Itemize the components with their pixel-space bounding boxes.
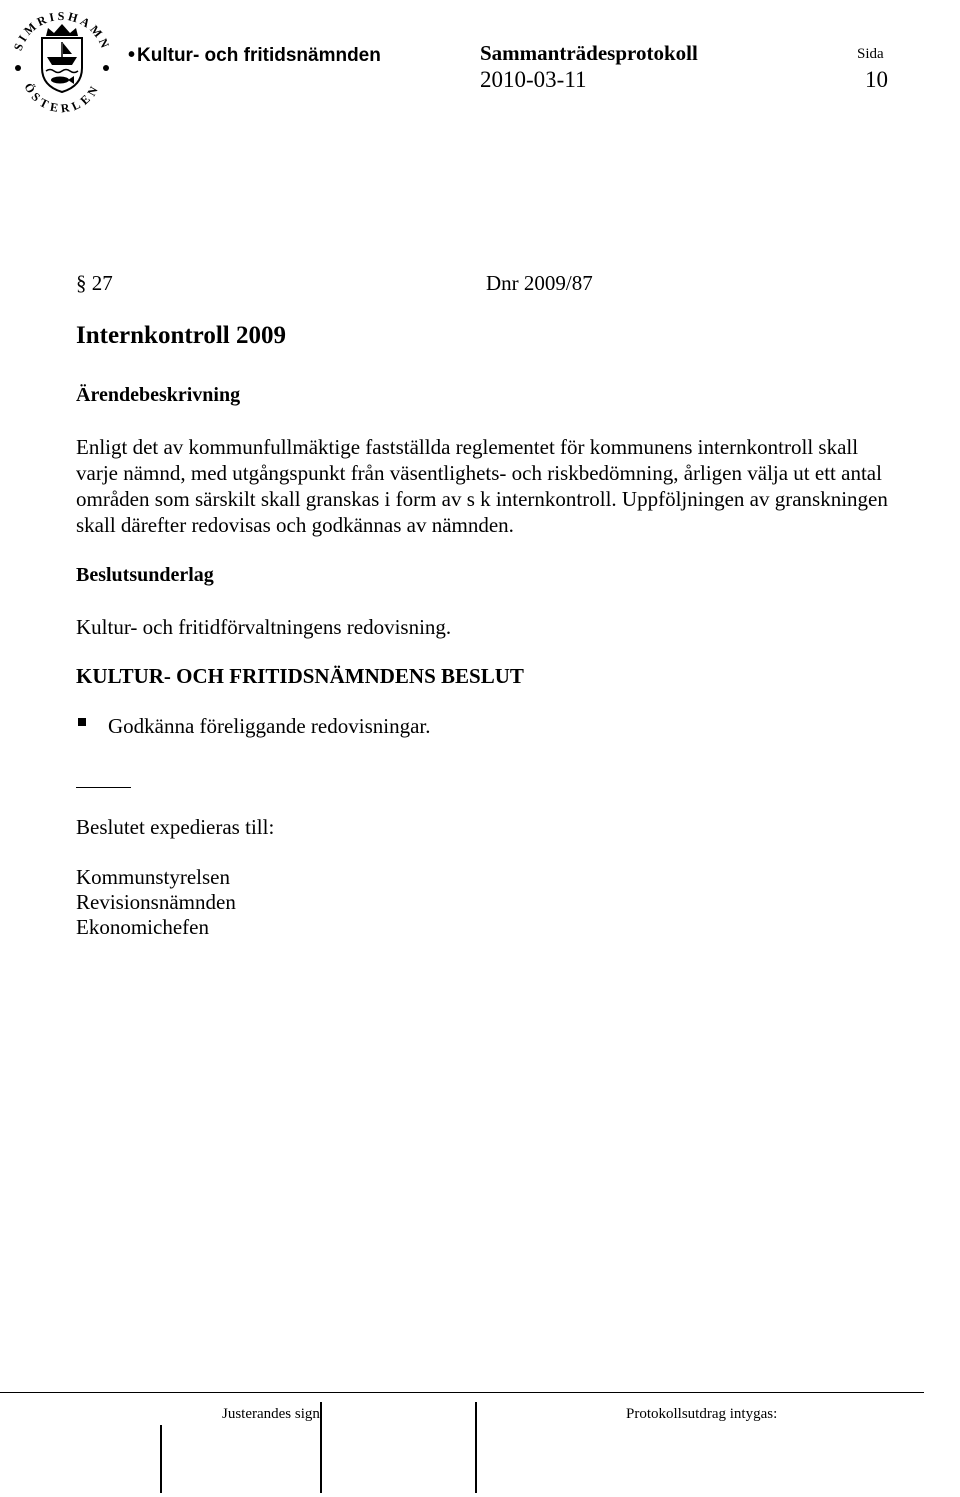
recipient-item: Revisionsnämnden bbox=[76, 890, 236, 914]
coat-of-arms-icon bbox=[6, 2, 118, 114]
recipient-item: Ekonomichefen bbox=[76, 915, 209, 939]
organization-name-text: Kultur- och fritidsnämnden bbox=[137, 45, 381, 66]
page-number: 10 bbox=[865, 67, 888, 92]
diary-number: Dnr 2009/87 bbox=[486, 271, 593, 295]
bullet-dot-icon: • bbox=[128, 44, 136, 66]
basis-text: Kultur- och fritidförvaltningens redovisning. bbox=[76, 615, 452, 639]
footer-extract-label: Protokollsutdrag intygas: bbox=[626, 1406, 778, 1422]
description-text bbox=[76, 434, 960, 538]
section-symbol: § bbox=[76, 271, 87, 295]
document-type: Sammanträdesprotokoll bbox=[480, 41, 698, 65]
footer-divider bbox=[0, 1392, 924, 1393]
divider bbox=[76, 787, 131, 788]
basis-heading: Beslutsunderlag bbox=[76, 564, 214, 586]
decision-heading: KULTUR- OCH FRITIDSNÄMNDENS BESLUT bbox=[76, 664, 524, 688]
logo-text-top: SIMRISHAMN bbox=[10, 8, 114, 53]
page-label: Sida bbox=[857, 46, 884, 62]
description-line: varje nämnd, med utgångspunkt från väsentlighets- och riskbedömning, årligen välja ut ett antal bbox=[76, 461, 882, 485]
recipient-item: Kommunstyrelsen bbox=[76, 865, 230, 889]
case-title: Internkontroll 2009 bbox=[76, 322, 286, 349]
logo-text-bottom: ÖSTERLEN bbox=[21, 80, 103, 114]
signature-box-border bbox=[475, 1402, 477, 1493]
dispatch-label: Beslutet expedieras till: bbox=[76, 815, 275, 839]
description-line: skall därefter redovisas och godkännas av nämnden. bbox=[76, 513, 514, 537]
section-number-value: 27 bbox=[91, 271, 113, 295]
decision-item: Godkänna föreliggande redovisningar. bbox=[108, 714, 431, 738]
meeting-date: 2010-03-11 bbox=[480, 67, 587, 92]
organization-name bbox=[128, 44, 381, 67]
signature-box-border bbox=[320, 1402, 322, 1493]
square-bullet-icon bbox=[78, 718, 86, 726]
signature-box-border bbox=[160, 1425, 162, 1493]
description-heading: Ärendebeskrivning bbox=[76, 384, 241, 406]
section-number bbox=[76, 271, 113, 296]
description-line: Enligt det av kommunfullmäktige fastställda reglementet för kommunens internkontroll skall bbox=[76, 435, 859, 459]
municipal-logo bbox=[6, 2, 118, 114]
description-line: områden som särskilt skall granskas i form av s k internkontroll. Uppföljningen av granskningen bbox=[76, 487, 888, 511]
recipient-list bbox=[76, 864, 236, 939]
footer-sign-label: Justerandes sign bbox=[222, 1406, 320, 1422]
